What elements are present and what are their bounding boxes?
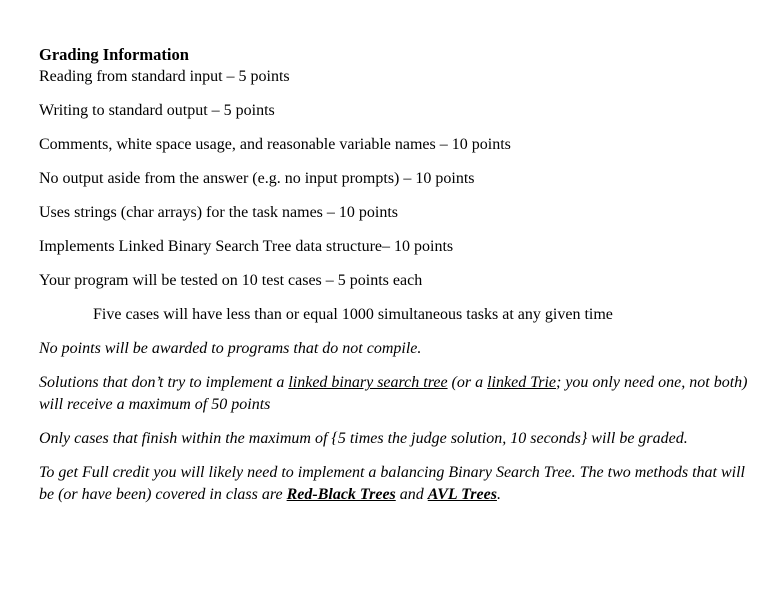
note-structure-text-2: (or a <box>447 374 488 391</box>
grading-heading: Grading Information <box>39 45 189 64</box>
criterion-stdin: Reading from standard input – 5 points <box>39 68 290 85</box>
criterion-test-cases: Your program will be tested on 10 test cases – 5 points each <box>39 272 423 289</box>
note-time: Only cases that finish within the maximum of {5 times the judge solution, 10 seconds} will be graded. <box>39 430 688 447</box>
note-structure <box>39 372 749 416</box>
term-avl-trees: AVL Trees <box>427 486 497 503</box>
criterion-strings: Uses strings (char arrays) for the task names – 10 points <box>39 204 399 221</box>
criterion-bst: Implements Linked Binary Search Tree data structure– 10 points <box>39 238 454 255</box>
note-credit <box>39 462 749 506</box>
grading-document <box>39 44 749 518</box>
note-structure-text-3: ; you only need one, not both) will receive a maximum of 50 points <box>39 374 748 413</box>
note-credit-text-2: and <box>395 486 428 503</box>
indented-note: Five cases will have less than or equal 1000 simultaneous tasks at any given time <box>93 306 613 323</box>
note-compile: No points will be awarded to programs that do not compile. <box>39 340 422 357</box>
term-red-black-trees: Red-Black Trees <box>286 486 396 503</box>
criterion-stdout: Writing to standard output – 5 points <box>39 102 275 119</box>
link-linked-trie: linked Trie <box>487 374 556 391</box>
note-credit-text-3: . <box>496 486 501 503</box>
link-linked-bst: linked binary search tree <box>288 374 448 391</box>
criterion-no-extra-output: No output aside from the answer (e.g. no input prompts) – 10 points <box>39 170 475 187</box>
note-structure-text-1: Solutions that don’t try to implement a <box>39 374 289 391</box>
criterion-style: Comments, white space usage, and reasonable variable names – 10 points <box>39 136 511 153</box>
note-credit-text-1: To get Full credit you will likely need to implement a balancing Binary Search Tree. The two methods that will be (or have been) covered in class are <box>39 464 745 503</box>
